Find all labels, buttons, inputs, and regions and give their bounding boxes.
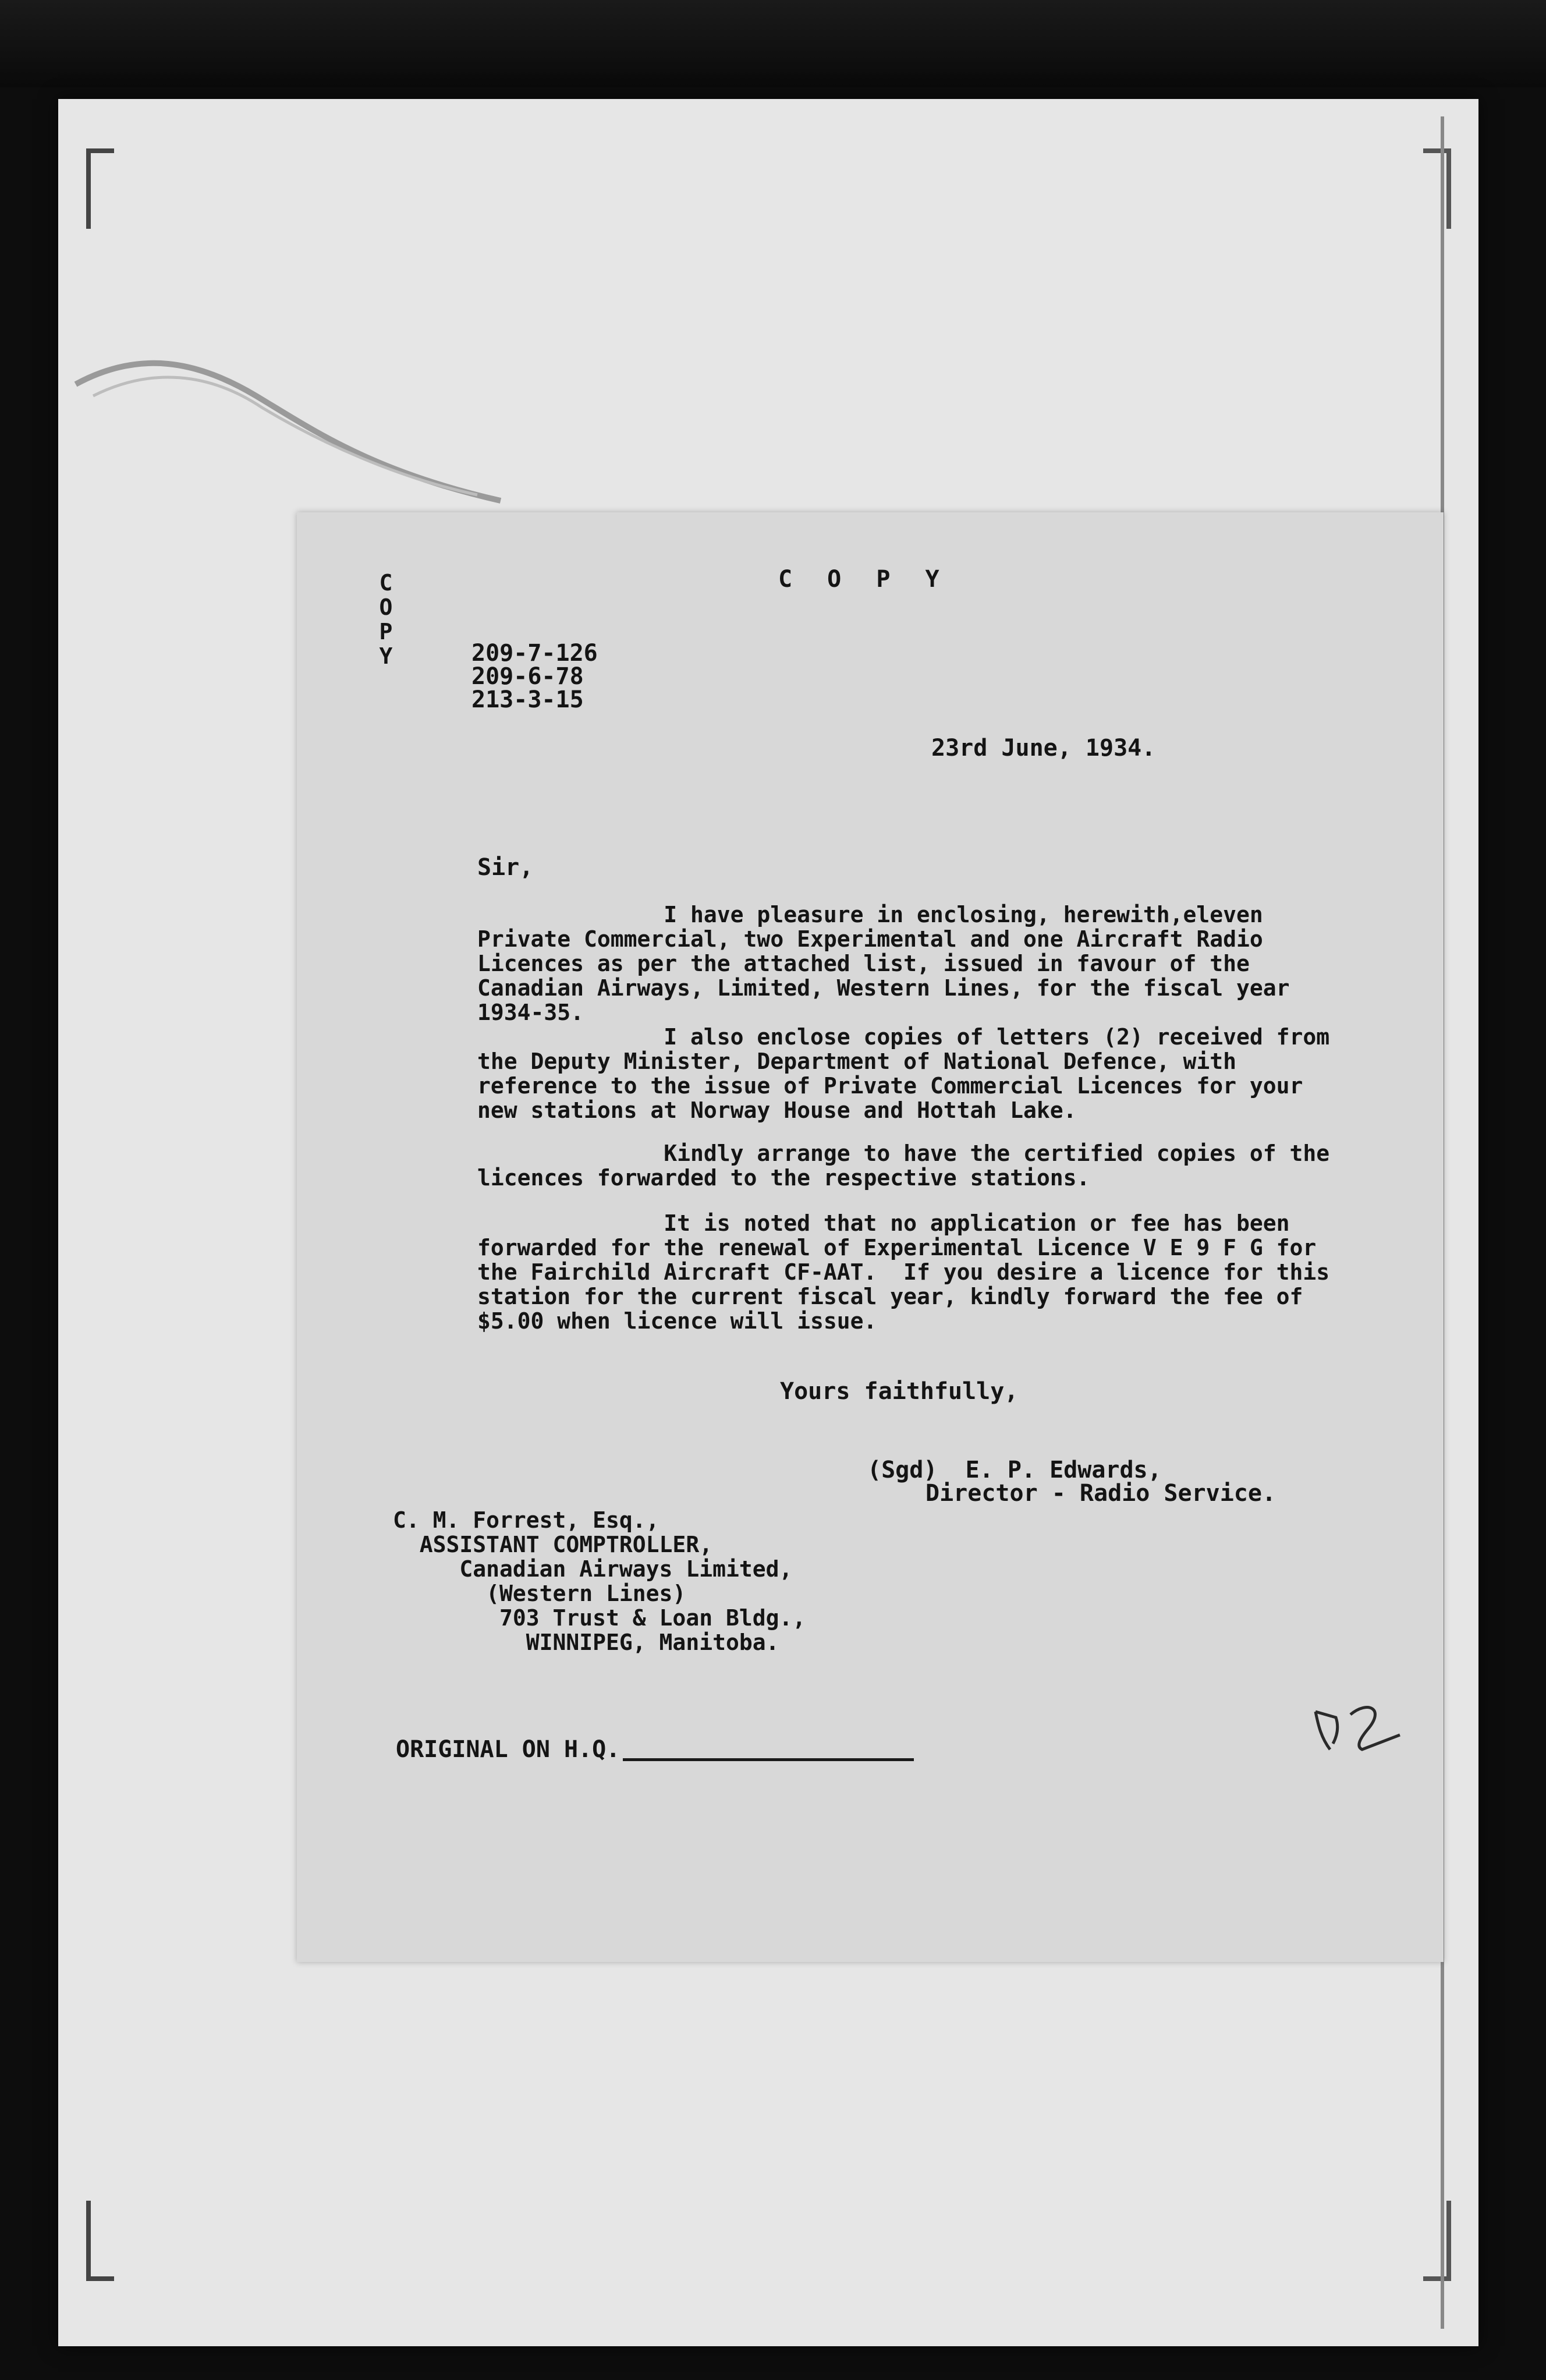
text-line: new stations at Norway House and Hottah Lake. [477,1097,1077,1123]
text-line: 1934-35. [477,1000,584,1025]
address-line: C. M. Forrest, Esq., [393,1507,659,1533]
copy-stamp-vertical [374,571,398,668]
signature-title: Director - Radio Service. [926,1480,1276,1507]
text-line: I also enclose copies of letters (2) received from [477,1024,1330,1050]
crop-mark-top-right [1423,148,1451,229]
address-line: Canadian Airways Limited, [393,1556,793,1582]
original-on-hq-label: ORIGINAL ON H.Q. [396,1736,620,1763]
text-line: the Deputy Minister, Department of National Defence, with [477,1049,1237,1074]
text-line: the Fairchild Aircraft CF-AAT. If you desire a licence for this [477,1259,1330,1285]
letter-sheet [297,512,1444,1962]
letter-date: 23rd June, 1934. [931,735,1156,762]
crop-mark-bottom-left [86,2201,114,2281]
film-top-strip [0,0,1546,87]
stamp-letter: O [379,594,393,620]
blank-fill-line [623,1758,914,1761]
text-line: station for the current fiscal year, kindly forward the fee of [477,1284,1303,1309]
handwritten-page-number [1304,1694,1409,1758]
address-line: WINNIPEG, Manitoba. [393,1630,779,1655]
text-line: I have pleasure in enclosing, herewith,eleven [477,902,1263,927]
reference-number: 209-7-126 [471,640,598,667]
signature-name: (Sgd) E. P. Edwards, [867,1457,1162,1483]
address-line: ASSISTANT COMPTROLLER, [393,1532,713,1557]
reference-number: 209-6-78 [471,663,584,690]
text-line: $5.00 when licence will issue. [477,1308,877,1334]
stamp-letter: C [379,570,393,596]
salutation: Sir, [477,854,534,881]
paragraph-3 [477,1141,1438,1190]
text-line: It is noted that no application or fee has been [477,1210,1290,1236]
stamp-letter: Y [379,643,393,669]
text-line: Kindly arrange to have the certified copies of the [477,1141,1330,1166]
text-line: forwarded for the renewal of Experimental Licence V E 9 F G for [477,1235,1317,1260]
recipient-address [393,1508,806,1655]
text-line: Licences as per the attached list, issued in favour of the [477,951,1250,976]
crop-mark-top-left [86,148,114,229]
complimentary-close: Yours faithfully, [780,1378,1019,1405]
text-line: licences forwarded to the respective stations. [477,1165,1090,1191]
address-line: (Western Lines) [393,1581,686,1606]
paragraph-4 [477,1211,1438,1333]
reference-number: 213-3-15 [471,686,584,713]
stamp-letter: P [379,619,393,644]
text-line: Private Commercial, two Experimental and one Aircraft Radio [477,926,1263,952]
paragraph-2 [477,1025,1438,1122]
address-line: 703 Trust & Loan Bldg., [393,1605,806,1631]
paragraph-1 [477,902,1438,1025]
text-line: reference to the issue of Private Commercial Licences for your [477,1073,1303,1099]
text-line: Canadian Airways, Limited, Western Lines, for the fiscal year [477,975,1290,1001]
crop-mark-bottom-right [1423,2201,1451,2281]
document-title: C O P Y [778,566,950,593]
